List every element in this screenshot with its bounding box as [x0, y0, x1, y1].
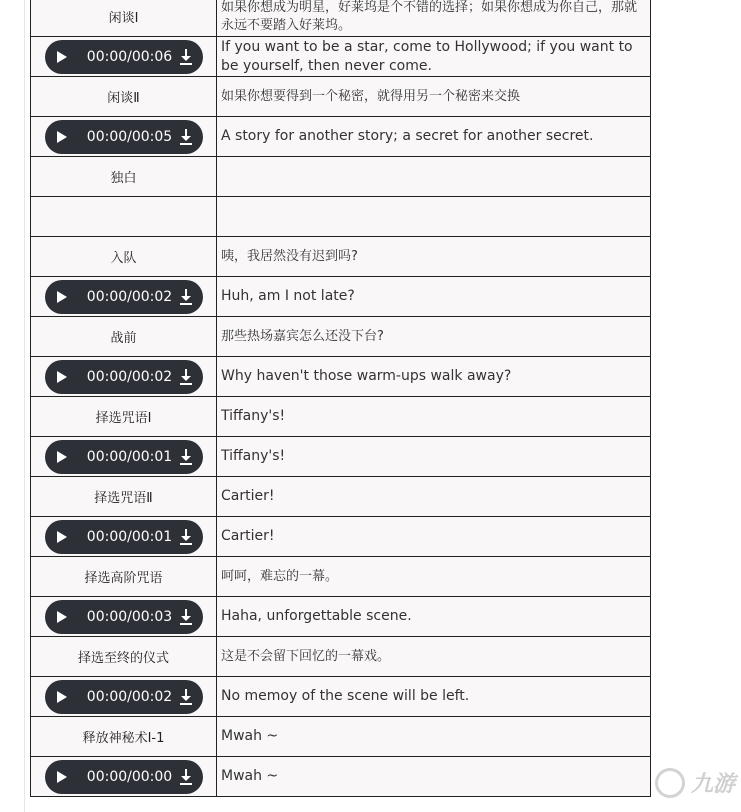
voice-line-cell: If you want to be a star, come to Hollywood; if you want to be yourself, then never come. [217, 37, 651, 77]
audio-cell [31, 437, 217, 477]
voice-line-cell: Cartier! [217, 517, 651, 557]
download-icon[interactable] [179, 449, 193, 465]
download-icon[interactable] [179, 289, 193, 305]
voice-line-cell: 如果你想要得到一个秘密，就得用另一个秘密来交换 [217, 77, 651, 117]
download-icon[interactable] [179, 769, 193, 785]
table-row [31, 197, 651, 237]
play-icon[interactable] [57, 291, 67, 303]
audio-cell [31, 357, 217, 397]
voice-line-cell [217, 197, 651, 237]
voice-lines-table [30, 0, 651, 797]
voice-line-cell: No memoy of the scene will be left. [217, 677, 651, 717]
audio-time: 00:00/00:03 [86, 608, 173, 625]
audio-player[interactable] [45, 680, 203, 714]
voice-name-cell: 战前 [31, 317, 217, 357]
download-icon[interactable] [179, 49, 193, 65]
download-icon[interactable] [179, 689, 193, 705]
audio-time: 00:00/00:00 [86, 768, 173, 785]
audio-cell [31, 37, 217, 77]
audio-player[interactable] [45, 520, 203, 554]
voice-name-cell: 择选咒语Ⅰ [31, 397, 217, 437]
audio-cell [31, 277, 217, 317]
voice-line-cell: 咦，我居然没有迟到吗? [217, 237, 651, 277]
audio-cell [31, 597, 217, 637]
voice-name-cell: 择选至终的仪式 [31, 637, 217, 677]
audio-time: 00:00/00:01 [86, 448, 173, 465]
table-row [31, 477, 651, 517]
voice-line-cell: 如果你想成为明星，好莱坞是个不错的选择；如果你想成为你自己，那就永远不要踏入好莱坞。 [217, 0, 651, 37]
audio-cell [31, 517, 217, 557]
voice-line-cell: 呵呵，难忘的一幕。 [217, 557, 651, 597]
table-row [31, 117, 651, 157]
audio-cell [31, 757, 217, 797]
audio-player[interactable] [45, 40, 203, 74]
table-row [31, 157, 651, 197]
table-row [31, 77, 651, 117]
watermark [655, 767, 735, 798]
voice-line-cell: Mwah ~ [217, 717, 651, 757]
empty-cell [31, 197, 217, 237]
download-icon[interactable] [179, 529, 193, 545]
audio-player[interactable] [45, 120, 203, 154]
watermark-logo-icon [655, 768, 685, 798]
voice-name-cell: 闲谈Ⅱ [31, 77, 217, 117]
audio-player[interactable] [45, 600, 203, 634]
voice-line-cell: Tiffany's! [217, 437, 651, 477]
voice-line-cell: Mwah ~ [217, 757, 651, 797]
voice-name-cell: 入队 [31, 237, 217, 277]
table-row [31, 437, 651, 477]
audio-time: 00:00/00:02 [86, 368, 173, 385]
play-icon[interactable] [57, 611, 67, 623]
watermark-text: 九游 [690, 772, 735, 797]
voice-line-cell: Haha, unforgettable scene. [217, 597, 651, 637]
download-icon[interactable] [179, 369, 193, 385]
table-row [31, 557, 651, 597]
play-icon[interactable] [57, 131, 67, 143]
voice-line-cell: Tiffany's! [217, 397, 651, 437]
voice-name-cell: 择选咒语Ⅱ [31, 477, 217, 517]
table-row [31, 0, 651, 37]
play-icon[interactable] [57, 771, 67, 783]
audio-time: 00:00/00:05 [86, 128, 173, 145]
voice-name-cell: 闲谈Ⅰ [31, 0, 217, 37]
table-row [31, 277, 651, 317]
play-icon[interactable] [57, 691, 67, 703]
audio-player[interactable] [45, 760, 203, 794]
table-row [31, 317, 651, 357]
table-row [31, 357, 651, 397]
table-row [31, 637, 651, 677]
voice-line-cell [217, 157, 651, 197]
voice-line-cell: 这是不会留下回忆的一幕戏。 [217, 637, 651, 677]
audio-player[interactable] [45, 360, 203, 394]
audio-time: 00:00/00:02 [86, 688, 173, 705]
page-left-rule [24, 0, 25, 812]
table-row [31, 37, 651, 77]
play-icon[interactable] [57, 451, 67, 463]
download-icon[interactable] [179, 609, 193, 625]
audio-player[interactable] [45, 280, 203, 314]
play-icon[interactable] [57, 531, 67, 543]
audio-cell [31, 677, 217, 717]
table-row [31, 397, 651, 437]
audio-time: 00:00/00:01 [86, 528, 173, 545]
audio-cell [31, 117, 217, 157]
table-row [31, 517, 651, 557]
table-row [31, 237, 651, 277]
voice-name-cell: 独白 [31, 157, 217, 197]
table-row [31, 597, 651, 637]
voice-line-cell: Why haven't those warm-ups walk away? [217, 357, 651, 397]
play-icon[interactable] [57, 51, 67, 63]
table-row [31, 677, 651, 717]
voice-line-cell: Huh, am I not late? [217, 277, 651, 317]
voice-name-cell: 释放神秘术Ⅰ-1 [31, 717, 217, 757]
audio-player[interactable] [45, 440, 203, 474]
table-row [31, 757, 651, 797]
voice-name-cell: 择选高阶咒语 [31, 557, 217, 597]
play-icon[interactable] [57, 371, 67, 383]
table-row [31, 717, 651, 757]
audio-time: 00:00/00:06 [86, 48, 173, 65]
audio-time: 00:00/00:02 [86, 288, 173, 305]
download-icon[interactable] [179, 129, 193, 145]
voice-line-cell: 那些热场嘉宾怎么还没下台? [217, 317, 651, 357]
voice-line-cell: A story for another story; a secret for another secret. [217, 117, 651, 157]
voice-line-cell: Cartier! [217, 477, 651, 517]
